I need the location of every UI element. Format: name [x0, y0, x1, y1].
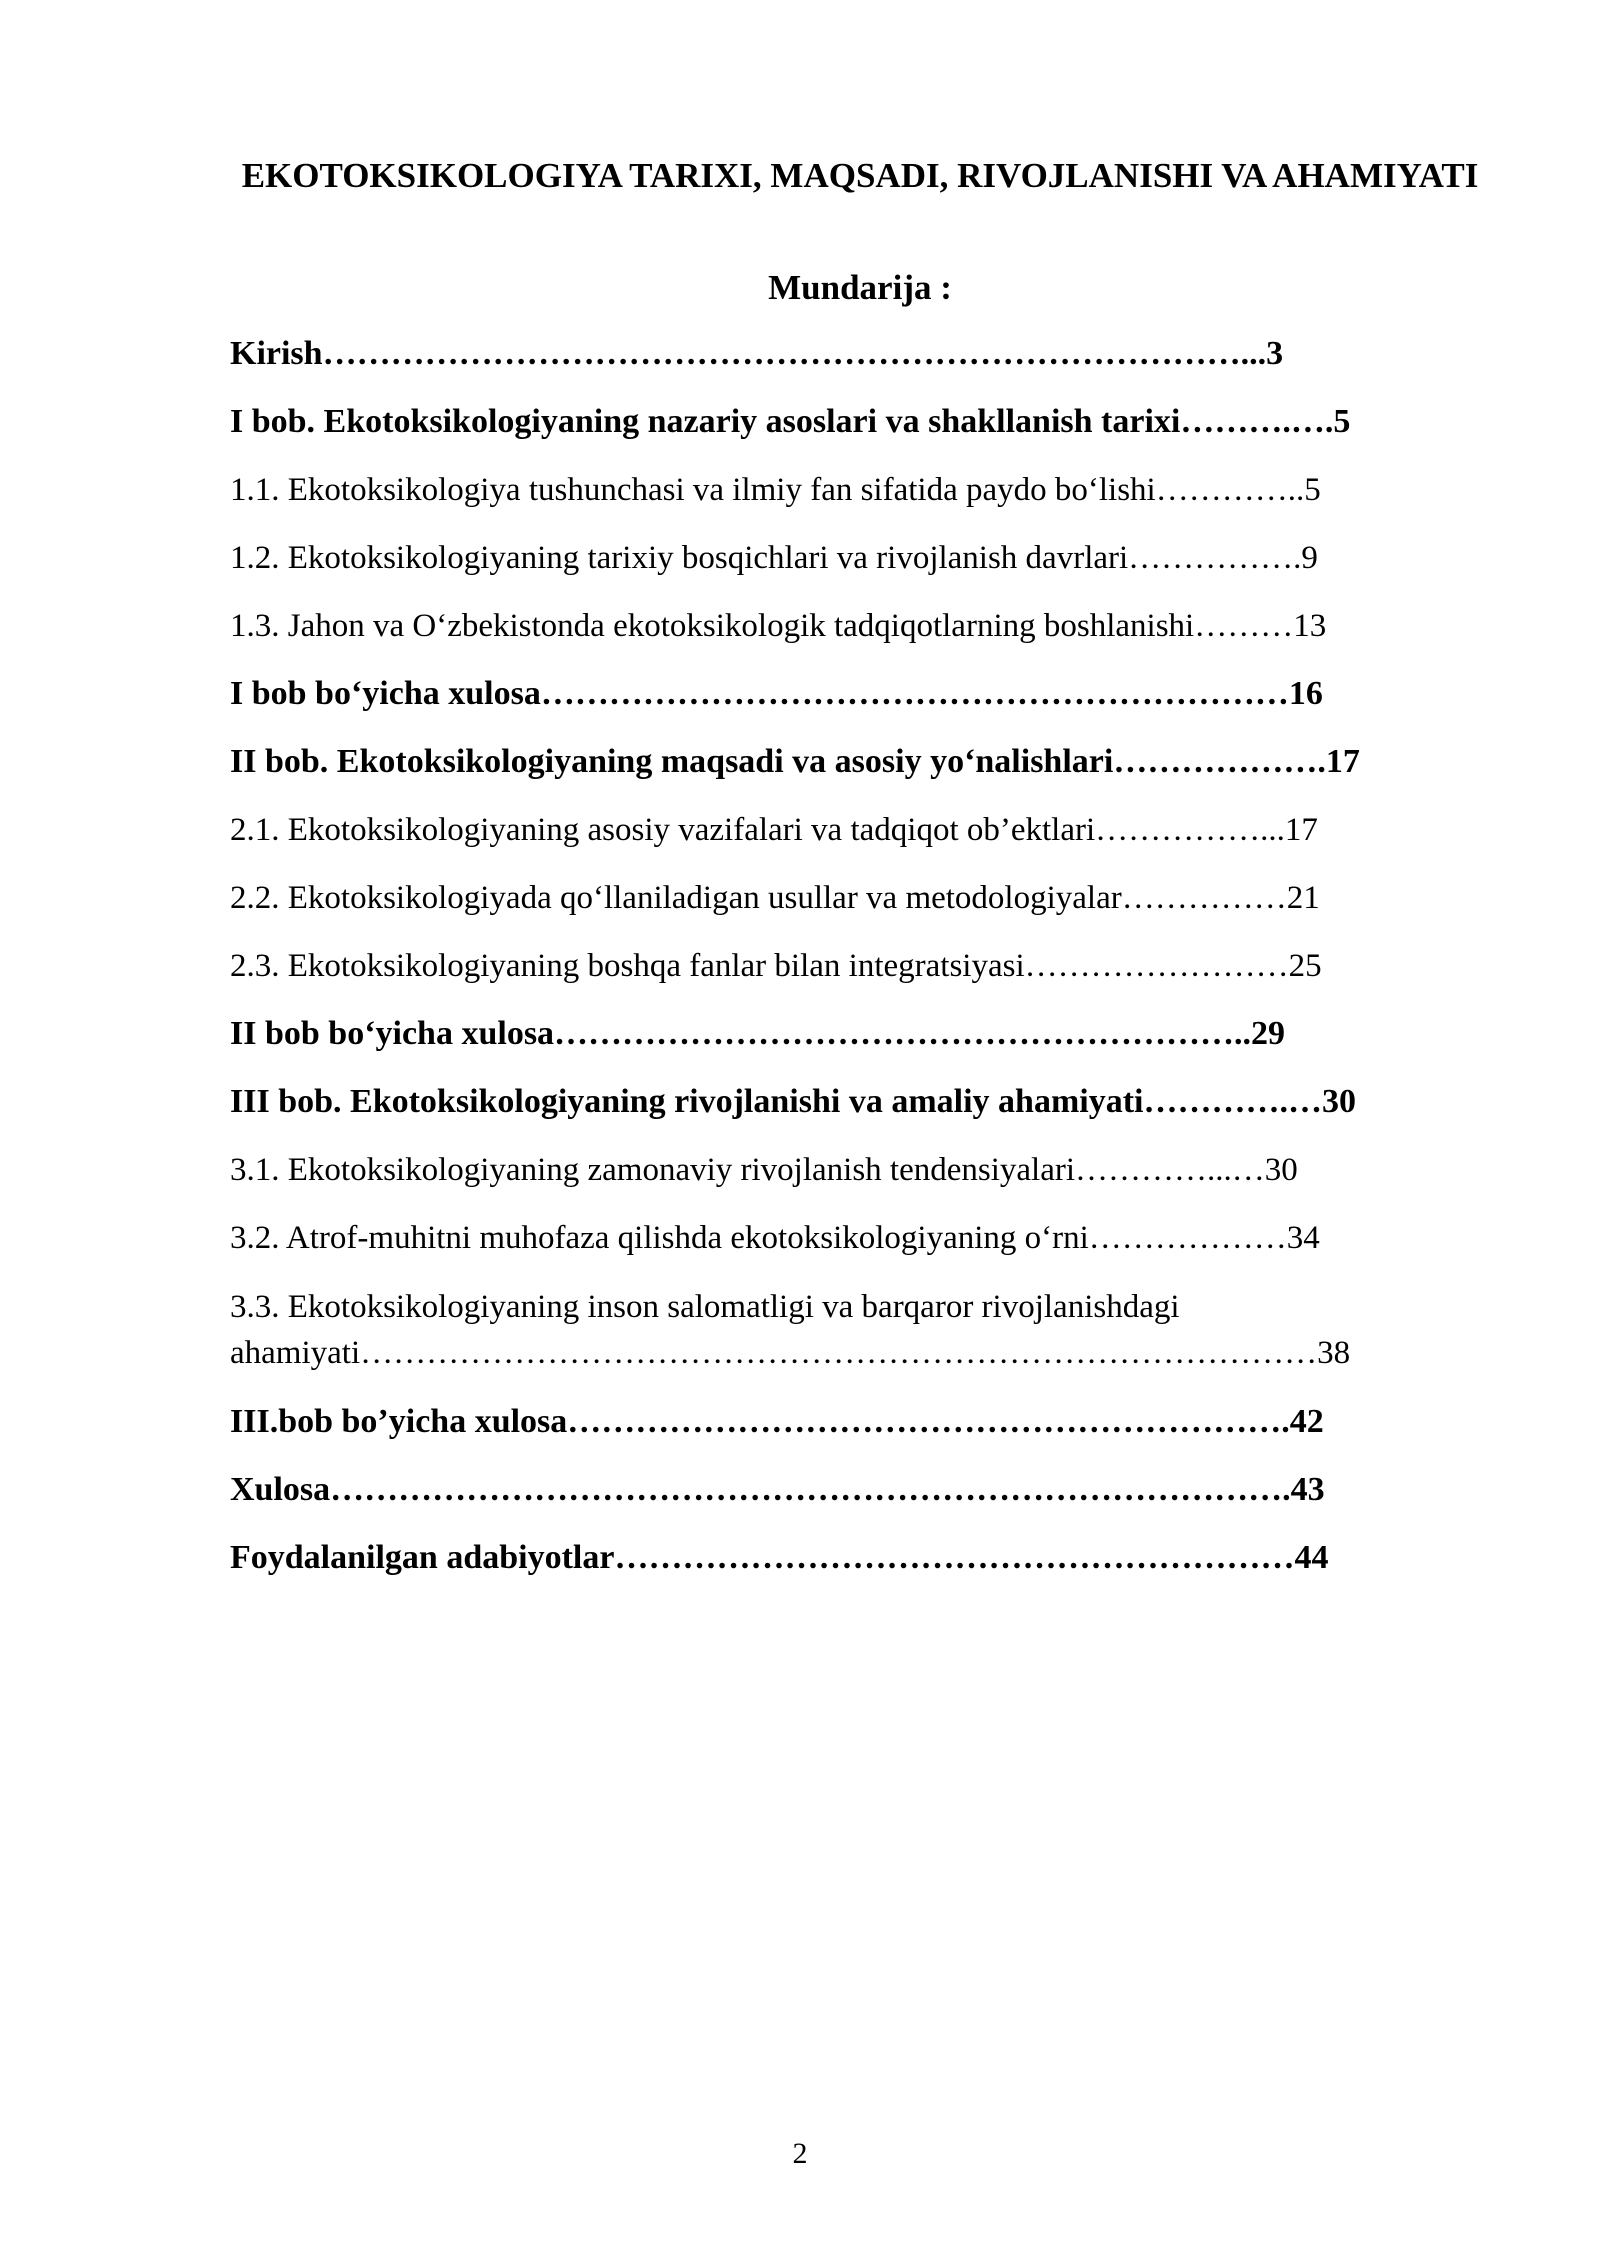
toc-entry-chapter-1-conclusion: I bob bo‘yicha xulosa…………………………………………………………16: [230, 675, 1323, 712]
toc-entry-kirish: Kirish………………………………………………………………………...3: [230, 335, 1284, 372]
toc-entry-section-1-1: 1.1. Ekotoksikologiya tushunchasi va ilmiy fan sifatida paydo bo‘lishi…………..5: [230, 472, 1321, 508]
toc-entry-chapter-1: I bob. Ekotoksikologiyaning nazariy asoslari va shakllanish tarixi……….….5: [230, 403, 1351, 440]
toc-entry-chapter-2: II bob. Ekotoksikologiyaning maqsadi va asosiy yo‘nalishlari……………….17: [230, 743, 1360, 780]
toc-entry-section-1-3: 1.3. Jahon va O‘zbekistonda ekotoksikologik tadqiqotlarning boshlanishi………13: [230, 608, 1327, 644]
toc-entry-section-3-3: 3.3. Ekotoksikologiyaning inson salomatligi va barqaror rivojlanishdagi ahamiyati……………………………………………………………………………38: [230, 1289, 1351, 1371]
toc-entry-references: Foydalanilgan adabiyotlar……………………………………………………44: [230, 1539, 1329, 1576]
toc-entry-chapter-3-conclusion: III.bob bo’yicha xulosa……………………………………………………….42: [230, 1403, 1324, 1440]
toc-entry-section-2-3: 2.3. Ekotoksikologiyaning boshqa fanlar bilan integratsiyasi……………………25: [230, 948, 1322, 984]
toc-entry-section-1-2: 1.2. Ekotoksikologiyaning tarixiy bosqichlari va rivojlanish davrlari…………….9: [230, 540, 1318, 576]
toc-heading: Mundarija :: [768, 268, 952, 307]
toc-entry-chapter-3: III bob. Ekotoksikologiyaning rivojlanishi va amaliy ahamiyati………….…30: [230, 1083, 1356, 1120]
toc-entry-section-3-1: 3.1. Ekotoksikologiyaning zamonaviy rivojlanish tendensiyalari…………...…30: [230, 1152, 1298, 1188]
toc-entry-xulosa: Xulosa………………………………………………………………………….43: [230, 1471, 1325, 1508]
table-of-contents: [230, 332, 1490, 1604]
toc-entry-section-3-2: 3.2. Atrof-muhitni muhofaza qilishda ekotoksikologiyaning o‘rni………………34: [230, 1220, 1320, 1256]
toc-entry-section-2-1: 2.1. Ekotoksikologiyaning asosiy vazifalari va tadqiqot ob’ektlari……………...17: [230, 812, 1318, 848]
page-number: 2: [792, 2137, 808, 2170]
document-title: EKOTOKSIKOLOGIYA TARIXI, MAQSADI, RIVOJLANISHI VA AHAMIYATI: [241, 156, 1479, 195]
toc-entry-section-2-2: 2.2. Ekotoksikologiyada qo‘llaniladigan usullar va metodologiyalar……………21: [230, 880, 1320, 916]
toc-entry-chapter-2-conclusion: II bob bo‘yicha xulosa……………………………………………………..29: [230, 1015, 1286, 1052]
